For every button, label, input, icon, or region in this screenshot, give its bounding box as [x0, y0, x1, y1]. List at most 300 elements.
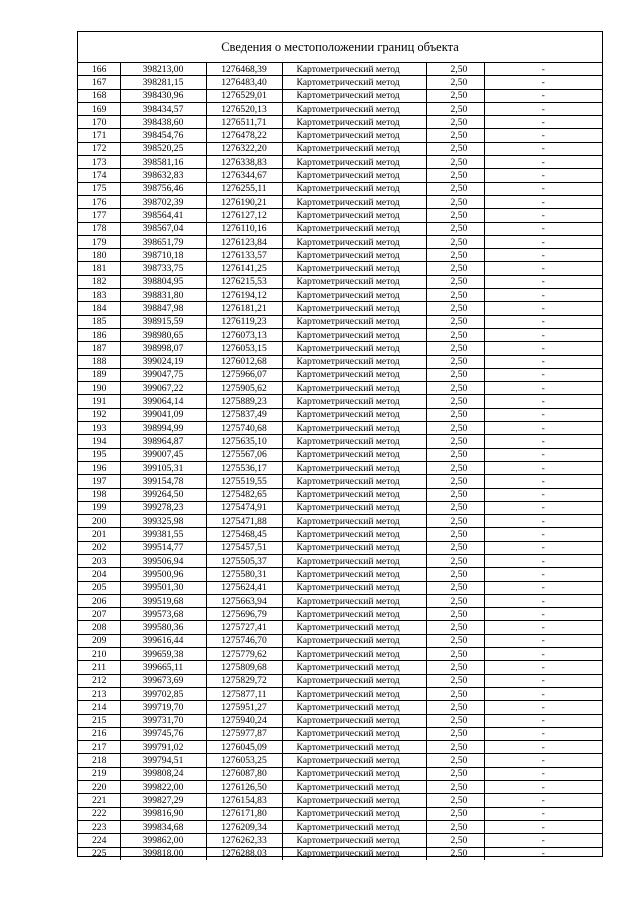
precision-cell: 2,50 — [426, 781, 484, 794]
precision-cell: 2,50 — [426, 315, 484, 328]
description-cell: - — [484, 554, 602, 567]
method-cell: Картометрический метод — [282, 461, 426, 474]
point-number-cell: 216 — [78, 727, 120, 740]
table-row — [78, 594, 602, 607]
table-row — [78, 501, 602, 514]
method-cell: Картометрический метод — [282, 222, 426, 235]
description-cell: - — [484, 621, 602, 634]
y-coordinate-cell: 1276012,68 — [206, 355, 282, 368]
method-cell: Картометрический метод — [282, 475, 426, 488]
x-coordinate-cell: 399659,38 — [120, 648, 206, 661]
table-row — [78, 687, 602, 700]
description-cell: - — [484, 408, 602, 421]
precision-cell: 2,50 — [426, 302, 484, 315]
precision-cell: 2,50 — [426, 461, 484, 474]
table-row — [78, 408, 602, 421]
method-cell: Картометрический метод — [282, 315, 426, 328]
coordinates-table — [78, 62, 602, 860]
y-coordinate-cell: 1276127,12 — [206, 209, 282, 222]
table-row — [78, 209, 602, 222]
precision-cell: 2,50 — [426, 754, 484, 767]
y-coordinate-cell: 1276126,50 — [206, 781, 282, 794]
description-cell: - — [484, 714, 602, 727]
y-coordinate-cell: 1275663,94 — [206, 594, 282, 607]
method-cell: Картометрический метод — [282, 289, 426, 302]
description-cell: - — [484, 195, 602, 208]
y-coordinate-cell: 1276119,23 — [206, 315, 282, 328]
description-cell: - — [484, 727, 602, 740]
y-coordinate-cell: 1276468,39 — [206, 63, 282, 76]
method-cell: Картометрический метод — [282, 754, 426, 767]
y-coordinate-cell: 1276133,57 — [206, 249, 282, 262]
table-row — [78, 834, 602, 847]
point-number-cell: 175 — [78, 182, 120, 195]
precision-cell: 2,50 — [426, 807, 484, 820]
precision-cell: 2,50 — [426, 834, 484, 847]
method-cell: Картометрический метод — [282, 156, 426, 169]
method-cell: Картометрический метод — [282, 129, 426, 142]
description-cell: - — [484, 528, 602, 541]
point-number-cell: 186 — [78, 328, 120, 341]
method-cell: Картометрический метод — [282, 621, 426, 634]
description-cell: - — [484, 661, 602, 674]
y-coordinate-cell: 1276053,15 — [206, 342, 282, 355]
table-row — [78, 235, 602, 248]
precision-cell: 2,50 — [426, 794, 484, 807]
description-cell: - — [484, 754, 602, 767]
x-coordinate-cell: 399501,30 — [120, 581, 206, 594]
table-row — [78, 727, 602, 740]
description-cell: - — [484, 435, 602, 448]
y-coordinate-cell: 1275877,11 — [206, 687, 282, 700]
y-coordinate-cell: 1276288,03 — [206, 847, 282, 860]
x-coordinate-cell: 398520,25 — [120, 142, 206, 155]
description-cell: - — [484, 741, 602, 754]
precision-cell: 2,50 — [426, 368, 484, 381]
precision-cell: 2,50 — [426, 342, 484, 355]
method-cell: Картометрический метод — [282, 554, 426, 567]
y-coordinate-cell: 1276154,83 — [206, 794, 282, 807]
y-coordinate-cell: 1276053,25 — [206, 754, 282, 767]
precision-cell: 2,50 — [426, 820, 484, 833]
precision-cell: 2,50 — [426, 648, 484, 661]
x-coordinate-cell: 399665,11 — [120, 661, 206, 674]
point-number-cell: 222 — [78, 807, 120, 820]
y-coordinate-cell: 1276087,80 — [206, 767, 282, 780]
y-coordinate-cell: 1275482,65 — [206, 488, 282, 501]
x-coordinate-cell: 398281,15 — [120, 76, 206, 89]
description-cell: - — [484, 142, 602, 155]
description-cell: - — [484, 687, 602, 700]
table-row — [78, 581, 602, 594]
point-number-cell: 221 — [78, 794, 120, 807]
y-coordinate-cell: 1275624,41 — [206, 581, 282, 594]
x-coordinate-cell: 399573,68 — [120, 608, 206, 621]
y-coordinate-cell: 1275746,70 — [206, 634, 282, 647]
y-coordinate-cell: 1275727,41 — [206, 621, 282, 634]
table-row — [78, 794, 602, 807]
point-number-cell: 225 — [78, 847, 120, 860]
y-coordinate-cell: 1276194,12 — [206, 289, 282, 302]
table-row — [78, 195, 602, 208]
method-cell: Картометрический метод — [282, 102, 426, 115]
point-number-cell: 214 — [78, 701, 120, 714]
method-cell: Картометрический метод — [282, 262, 426, 275]
point-number-cell: 219 — [78, 767, 120, 780]
x-coordinate-cell: 399506,94 — [120, 554, 206, 567]
table-row — [78, 741, 602, 754]
method-cell: Картометрический метод — [282, 634, 426, 647]
precision-cell: 2,50 — [426, 448, 484, 461]
precision-cell: 2,50 — [426, 209, 484, 222]
y-coordinate-cell: 1276181,21 — [206, 302, 282, 315]
y-coordinate-cell: 1276123,84 — [206, 235, 282, 248]
table-row — [78, 156, 602, 169]
point-number-cell: 192 — [78, 408, 120, 421]
table-row — [78, 249, 602, 262]
x-coordinate-cell: 398964,87 — [120, 435, 206, 448]
description-cell: - — [484, 847, 602, 860]
x-coordinate-cell: 398994,99 — [120, 422, 206, 435]
x-coordinate-cell: 399702,85 — [120, 687, 206, 700]
table-row — [78, 102, 602, 115]
description-cell: - — [484, 568, 602, 581]
method-cell: Картометрический метод — [282, 169, 426, 182]
y-coordinate-cell: 1275580,31 — [206, 568, 282, 581]
y-coordinate-cell: 1275474,91 — [206, 501, 282, 514]
description-cell: - — [484, 63, 602, 76]
coordinates-table-body — [78, 63, 602, 860]
method-cell: Картометрический метод — [282, 422, 426, 435]
description-cell: - — [484, 501, 602, 514]
y-coordinate-cell: 1276322,20 — [206, 142, 282, 155]
point-number-cell: 191 — [78, 395, 120, 408]
method-cell: Картометрический метод — [282, 820, 426, 833]
table-row — [78, 76, 602, 89]
y-coordinate-cell: 1276262,33 — [206, 834, 282, 847]
x-coordinate-cell: 398756,46 — [120, 182, 206, 195]
table-row — [78, 116, 602, 129]
point-number-cell: 205 — [78, 581, 120, 594]
table-row — [78, 382, 602, 395]
x-coordinate-cell: 399822,00 — [120, 781, 206, 794]
x-coordinate-cell: 399616,44 — [120, 634, 206, 647]
table-row — [78, 302, 602, 315]
table-row — [78, 89, 602, 102]
point-number-cell: 190 — [78, 382, 120, 395]
precision-cell: 2,50 — [426, 621, 484, 634]
point-number-cell: 166 — [78, 63, 120, 76]
point-number-cell: 174 — [78, 169, 120, 182]
method-cell: Картометрический метод — [282, 687, 426, 700]
table-row — [78, 754, 602, 767]
precision-cell: 2,50 — [426, 355, 484, 368]
method-cell: Картометрический метод — [282, 249, 426, 262]
precision-cell: 2,50 — [426, 116, 484, 129]
precision-cell: 2,50 — [426, 608, 484, 621]
x-coordinate-cell: 398915,59 — [120, 315, 206, 328]
point-number-cell: 167 — [78, 76, 120, 89]
page-title: Сведения о местоположении границ объекта — [221, 40, 459, 54]
x-coordinate-cell: 399514,77 — [120, 541, 206, 554]
description-cell: - — [484, 355, 602, 368]
precision-cell: 2,50 — [426, 422, 484, 435]
description-cell: - — [484, 594, 602, 607]
table-row — [78, 461, 602, 474]
x-coordinate-cell: 398804,95 — [120, 275, 206, 288]
description-cell: - — [484, 302, 602, 315]
description-cell: - — [484, 608, 602, 621]
description-cell: - — [484, 581, 602, 594]
y-coordinate-cell: 1275829,72 — [206, 674, 282, 687]
method-cell: Картометрический метод — [282, 435, 426, 448]
precision-cell: 2,50 — [426, 262, 484, 275]
method-cell: Картометрический метод — [282, 661, 426, 674]
x-coordinate-cell: 399264,50 — [120, 488, 206, 501]
precision-cell: 2,50 — [426, 328, 484, 341]
x-coordinate-cell: 399047,75 — [120, 368, 206, 381]
x-coordinate-cell: 399745,76 — [120, 727, 206, 740]
point-number-cell: 194 — [78, 435, 120, 448]
method-cell: Картометрический метод — [282, 302, 426, 315]
table-row — [78, 674, 602, 687]
description-cell: - — [484, 794, 602, 807]
method-cell: Картометрический метод — [282, 76, 426, 89]
x-coordinate-cell: 398831,80 — [120, 289, 206, 302]
y-coordinate-cell: 1276344,67 — [206, 169, 282, 182]
point-number-cell: 210 — [78, 648, 120, 661]
precision-cell: 2,50 — [426, 687, 484, 700]
method-cell: Картометрический метод — [282, 89, 426, 102]
table-row — [78, 608, 602, 621]
description-cell: - — [484, 515, 602, 528]
point-number-cell: 184 — [78, 302, 120, 315]
table-row — [78, 275, 602, 288]
table-row — [78, 315, 602, 328]
x-coordinate-cell: 398847,98 — [120, 302, 206, 315]
precision-cell: 2,50 — [426, 169, 484, 182]
method-cell: Картометрический метод — [282, 834, 426, 847]
precision-cell: 2,50 — [426, 727, 484, 740]
point-number-cell: 218 — [78, 754, 120, 767]
x-coordinate-cell: 399064,14 — [120, 395, 206, 408]
table-row — [78, 435, 602, 448]
table-row — [78, 129, 602, 142]
description-cell: - — [484, 275, 602, 288]
precision-cell: 2,50 — [426, 661, 484, 674]
table-row — [78, 289, 602, 302]
table-row — [78, 63, 602, 76]
point-number-cell: 180 — [78, 249, 120, 262]
point-number-cell: 170 — [78, 116, 120, 129]
precision-cell: 2,50 — [426, 63, 484, 76]
precision-cell: 2,50 — [426, 701, 484, 714]
description-cell: - — [484, 674, 602, 687]
x-coordinate-cell: 399041,09 — [120, 408, 206, 421]
point-number-cell: 178 — [78, 222, 120, 235]
y-coordinate-cell: 1276209,34 — [206, 820, 282, 833]
y-coordinate-cell: 1276520,13 — [206, 102, 282, 115]
point-number-cell: 185 — [78, 315, 120, 328]
x-coordinate-cell: 398733,75 — [120, 262, 206, 275]
description-cell: - — [484, 342, 602, 355]
precision-cell: 2,50 — [426, 767, 484, 780]
point-number-cell: 196 — [78, 461, 120, 474]
precision-cell: 2,50 — [426, 249, 484, 262]
precision-cell: 2,50 — [426, 714, 484, 727]
precision-cell: 2,50 — [426, 235, 484, 248]
precision-cell: 2,50 — [426, 634, 484, 647]
description-cell: - — [484, 129, 602, 142]
table-row — [78, 475, 602, 488]
precision-cell: 2,50 — [426, 435, 484, 448]
description-cell: - — [484, 767, 602, 780]
method-cell: Картометрический метод — [282, 382, 426, 395]
x-coordinate-cell: 398632,83 — [120, 169, 206, 182]
method-cell: Картометрический метод — [282, 541, 426, 554]
table-row — [78, 701, 602, 714]
precision-cell: 2,50 — [426, 847, 484, 860]
precision-cell: 2,50 — [426, 89, 484, 102]
x-coordinate-cell: 399816,90 — [120, 807, 206, 820]
precision-cell: 2,50 — [426, 408, 484, 421]
point-number-cell: 215 — [78, 714, 120, 727]
description-cell: - — [484, 448, 602, 461]
y-coordinate-cell: 1276511,71 — [206, 116, 282, 129]
description-cell: - — [484, 807, 602, 820]
y-coordinate-cell: 1275505,37 — [206, 554, 282, 567]
x-coordinate-cell: 399278,23 — [120, 501, 206, 514]
x-coordinate-cell: 398438,60 — [120, 116, 206, 129]
y-coordinate-cell: 1276110,16 — [206, 222, 282, 235]
precision-cell: 2,50 — [426, 501, 484, 514]
x-coordinate-cell: 399862,00 — [120, 834, 206, 847]
precision-cell: 2,50 — [426, 488, 484, 501]
point-number-cell: 224 — [78, 834, 120, 847]
x-coordinate-cell: 399519,68 — [120, 594, 206, 607]
point-number-cell: 211 — [78, 661, 120, 674]
x-coordinate-cell: 398651,79 — [120, 235, 206, 248]
method-cell: Картометрический метод — [282, 395, 426, 408]
description-cell: - — [484, 461, 602, 474]
precision-cell: 2,50 — [426, 528, 484, 541]
table-row — [78, 515, 602, 528]
x-coordinate-cell: 399325,98 — [120, 515, 206, 528]
description-cell: - — [484, 382, 602, 395]
table-row — [78, 648, 602, 661]
y-coordinate-cell: 1275696,79 — [206, 608, 282, 621]
precision-cell: 2,50 — [426, 195, 484, 208]
x-coordinate-cell: 399580,36 — [120, 621, 206, 634]
method-cell: Картометрический метод — [282, 568, 426, 581]
x-coordinate-cell: 398430,96 — [120, 89, 206, 102]
table-row — [78, 528, 602, 541]
y-coordinate-cell: 1276255,11 — [206, 182, 282, 195]
table-row — [78, 395, 602, 408]
description-cell: - — [484, 422, 602, 435]
point-number-cell: 169 — [78, 102, 120, 115]
x-coordinate-cell: 399719,70 — [120, 701, 206, 714]
point-number-cell: 171 — [78, 129, 120, 142]
method-cell: Картометрический метод — [282, 794, 426, 807]
x-coordinate-cell: 399731,70 — [120, 714, 206, 727]
x-coordinate-cell: 398434,57 — [120, 102, 206, 115]
method-cell: Картометрический метод — [282, 727, 426, 740]
precision-cell: 2,50 — [426, 674, 484, 687]
table-row — [78, 368, 602, 381]
method-cell: Картометрический метод — [282, 488, 426, 501]
description-cell: - — [484, 634, 602, 647]
precision-cell: 2,50 — [426, 129, 484, 142]
method-cell: Картометрический метод — [282, 182, 426, 195]
point-number-cell: 208 — [78, 621, 120, 634]
point-number-cell: 183 — [78, 289, 120, 302]
point-number-cell: 206 — [78, 594, 120, 607]
point-number-cell: 181 — [78, 262, 120, 275]
table-row — [78, 169, 602, 182]
method-cell: Картометрический метод — [282, 368, 426, 381]
point-number-cell: 195 — [78, 448, 120, 461]
point-number-cell: 207 — [78, 608, 120, 621]
point-number-cell: 203 — [78, 554, 120, 567]
y-coordinate-cell: 1275940,24 — [206, 714, 282, 727]
x-coordinate-cell: 398581,16 — [120, 156, 206, 169]
point-number-cell: 212 — [78, 674, 120, 687]
table-row — [78, 142, 602, 155]
point-number-cell: 187 — [78, 342, 120, 355]
table-row — [78, 222, 602, 235]
method-cell: Картометрический метод — [282, 328, 426, 341]
y-coordinate-cell: 1276190,21 — [206, 195, 282, 208]
point-number-cell: 213 — [78, 687, 120, 700]
method-cell: Картометрический метод — [282, 142, 426, 155]
table-row — [78, 488, 602, 501]
y-coordinate-cell: 1276045,09 — [206, 741, 282, 754]
x-coordinate-cell: 399154,78 — [120, 475, 206, 488]
x-coordinate-cell: 399381,55 — [120, 528, 206, 541]
precision-cell: 2,50 — [426, 395, 484, 408]
method-cell: Картометрический метод — [282, 608, 426, 621]
y-coordinate-cell: 1275567,06 — [206, 448, 282, 461]
y-coordinate-cell: 1275779,62 — [206, 648, 282, 661]
y-coordinate-cell: 1275889,23 — [206, 395, 282, 408]
description-cell: - — [484, 169, 602, 182]
x-coordinate-cell: 399834,68 — [120, 820, 206, 833]
method-cell: Картометрический метод — [282, 275, 426, 288]
point-number-cell: 197 — [78, 475, 120, 488]
method-cell: Картометрический метод — [282, 408, 426, 421]
point-number-cell: 220 — [78, 781, 120, 794]
method-cell: Картометрический метод — [282, 528, 426, 541]
description-cell: - — [484, 262, 602, 275]
x-coordinate-cell: 398454,76 — [120, 129, 206, 142]
y-coordinate-cell: 1276141,25 — [206, 262, 282, 275]
precision-cell: 2,50 — [426, 541, 484, 554]
method-cell: Картометрический метод — [282, 781, 426, 794]
table-row — [78, 541, 602, 554]
x-coordinate-cell: 399673,69 — [120, 674, 206, 687]
precision-cell: 2,50 — [426, 475, 484, 488]
description-cell: - — [484, 102, 602, 115]
precision-cell: 2,50 — [426, 182, 484, 195]
y-coordinate-cell: 1276483,40 — [206, 76, 282, 89]
description-cell: - — [484, 368, 602, 381]
method-cell: Картометрический метод — [282, 448, 426, 461]
description-cell: - — [484, 328, 602, 341]
method-cell: Картометрический метод — [282, 581, 426, 594]
method-cell: Картометрический метод — [282, 195, 426, 208]
table-row — [78, 847, 602, 860]
